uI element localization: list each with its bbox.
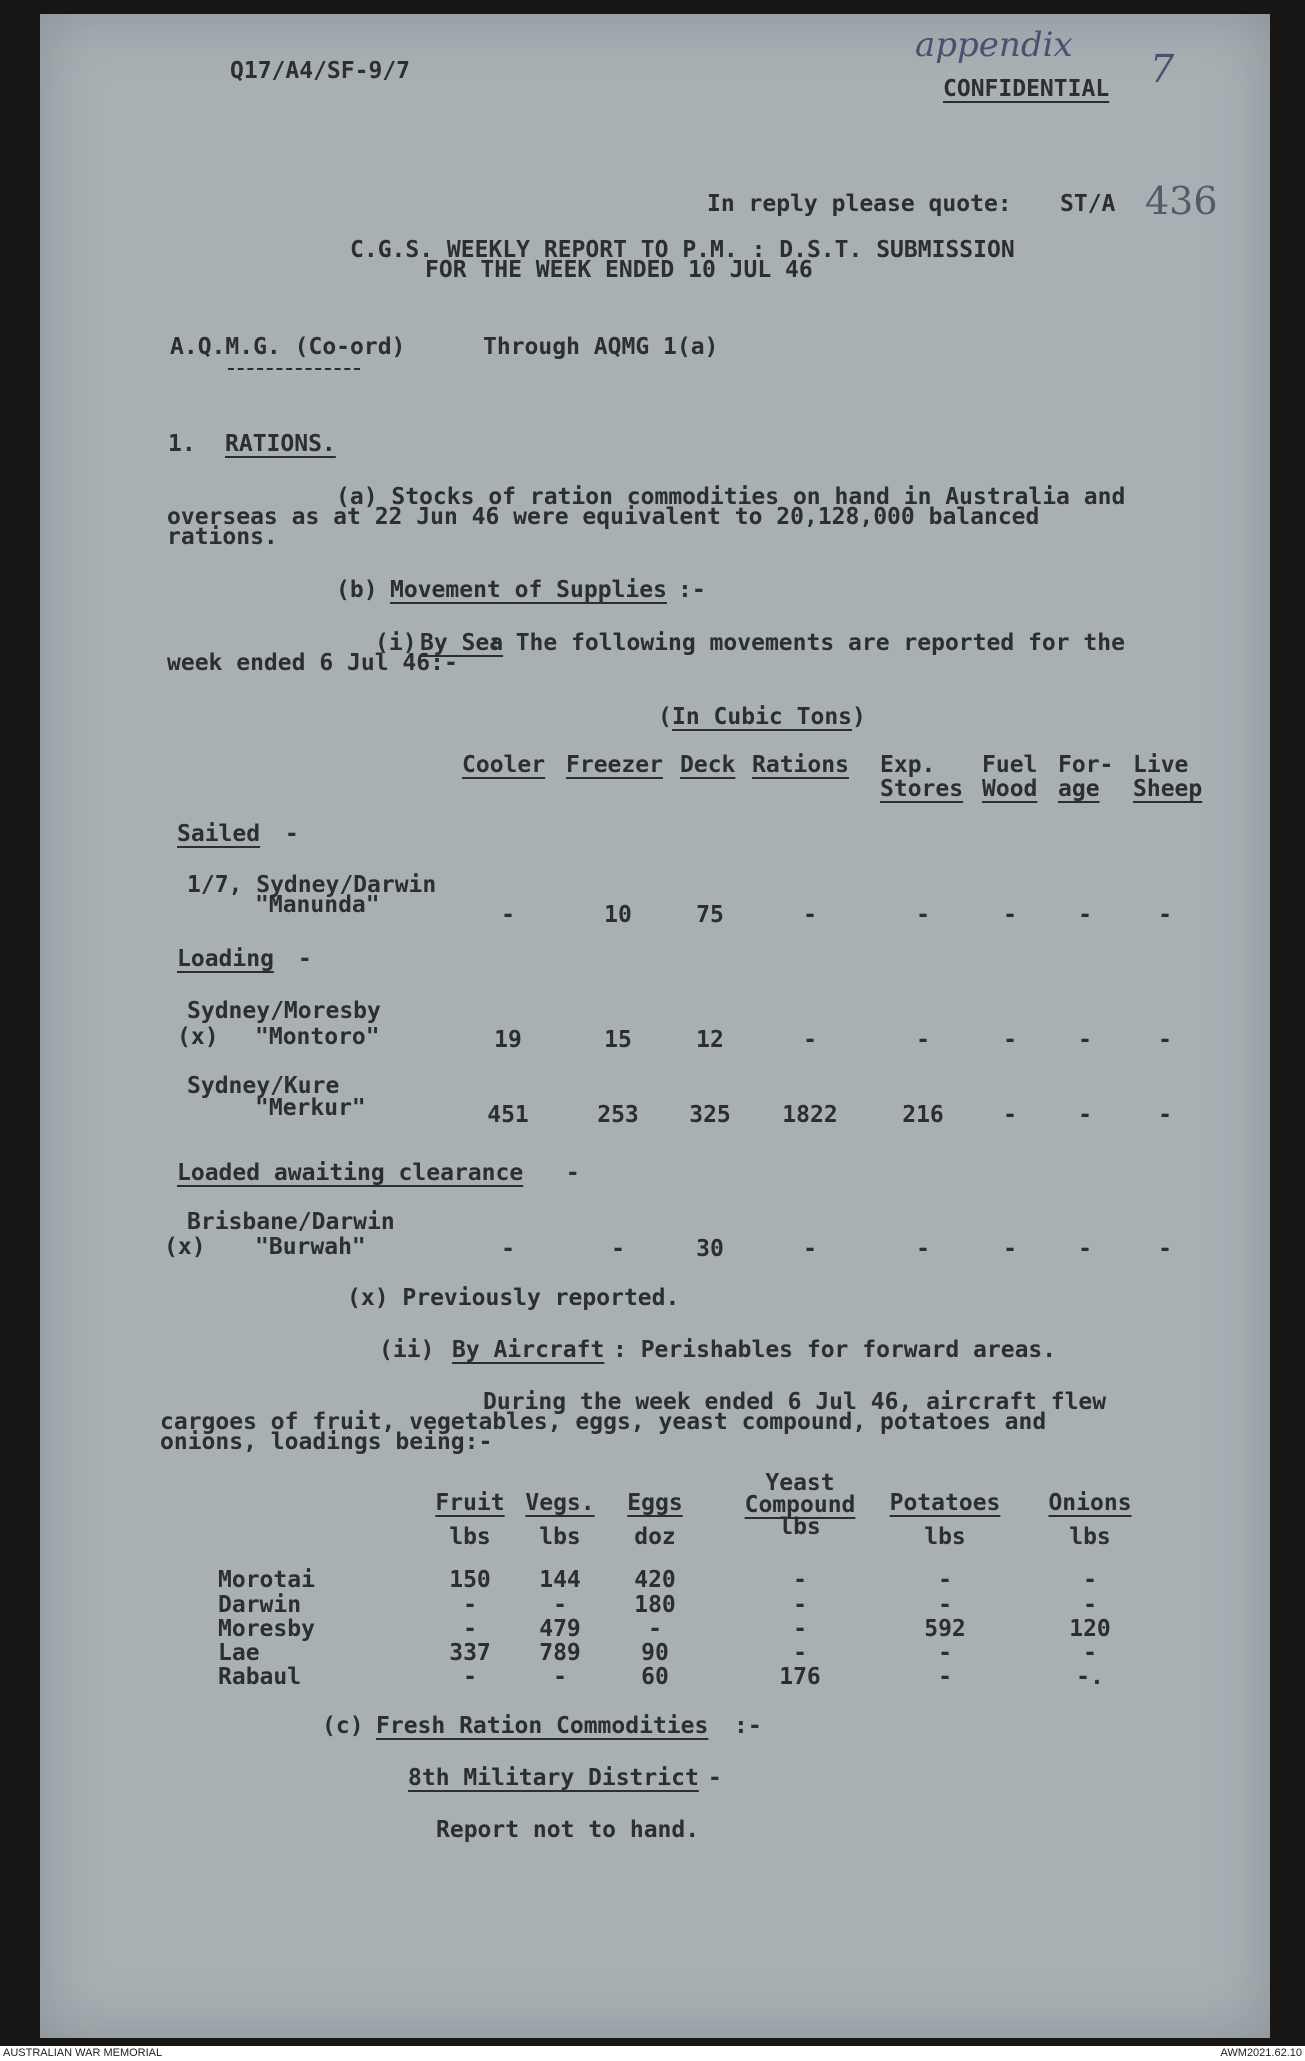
table-cell: - (501, 1236, 515, 1262)
table-cell: 75 (696, 902, 724, 928)
handwritten-annotation: appendix (915, 25, 1073, 65)
group-suffix: - (552, 1160, 580, 1186)
section-heading: RATIONS. (225, 431, 336, 457)
section-number: 1. (168, 431, 196, 457)
table-cell: - (553, 1664, 567, 1690)
table-cell: -. (1076, 1664, 1104, 1690)
para-c-label: (c) (322, 1713, 364, 1739)
table-cell: 15 (604, 1027, 632, 1053)
sea-heading: By Sea (420, 630, 504, 656)
archive-footer (0, 2046, 1305, 2061)
para-b-suffix: :- (678, 577, 706, 603)
air-col-yeast: Yeast (765, 1470, 835, 1496)
table-cell: 451 (487, 1102, 529, 1128)
col-header-freezer: Freezer (566, 752, 663, 778)
report-title-line2: FOR THE WEEK ENDED 10 JUL 46 (425, 257, 813, 283)
air-col-unit: lbs (779, 1514, 821, 1540)
table-cell: 12 (696, 1027, 724, 1053)
air-col-unit: lbs (539, 1524, 581, 1550)
ship-name: "Manunda" (255, 892, 380, 918)
ship-name: "Montoro" (255, 1024, 380, 1050)
footer-institution: AUSTRALIAN WAR MEMORIAL (3, 2047, 163, 2059)
table-cell: - (916, 1236, 930, 1262)
para-c-suffix: :- (734, 1713, 762, 1739)
table-cell: 144 (539, 1567, 581, 1593)
table-cell: - (463, 1592, 477, 1618)
district-suffix: - (694, 1765, 722, 1791)
table-cell: - (1078, 902, 1092, 928)
sea-text-line2: week ended 6 Jul 46:- (167, 650, 458, 676)
aircraft-label: (ii) (379, 1337, 435, 1363)
reply-quote-number: 436 (1145, 179, 1218, 223)
addressee-underline (228, 368, 360, 370)
table-cell: 176 (779, 1664, 821, 1690)
reply-quote-label: In reply please quote: (707, 191, 1012, 217)
table-cell: - (463, 1616, 477, 1642)
para-b-heading: Movement of Supplies (390, 577, 667, 603)
district-heading: 8th Military District (408, 1765, 699, 1791)
table-cell: - (611, 1236, 625, 1262)
air-col-eggs: Eggs (627, 1490, 683, 1516)
reply-quote-prefix: ST/A (1060, 191, 1116, 217)
air-col-fruit: Fruit (435, 1490, 505, 1516)
table-cell: - (803, 1236, 817, 1262)
handwritten-appendix-number: 7 (1150, 47, 1175, 91)
table-cell: 30 (696, 1236, 724, 1262)
col-header-for: For- (1058, 752, 1114, 778)
table-cell: 253 (597, 1102, 639, 1128)
para-a-line1: (a) Stocks of ration commodities on hand in Australia and (336, 484, 1126, 510)
table-cell: - (1078, 1027, 1092, 1053)
col-header-rations: Rations (752, 752, 849, 778)
table-cell: 180 (634, 1592, 676, 1618)
air-row-place: Lae (218, 1640, 260, 1666)
group-label-loading: Loading (177, 946, 274, 972)
air-col-vegs: Vegs. (525, 1490, 595, 1516)
table-cell: - (793, 1567, 807, 1593)
air-row-place: Morotai (218, 1567, 315, 1593)
col-header-live: Live (1133, 752, 1189, 778)
table-cell: 337 (449, 1640, 491, 1666)
air-col-unit: lbs (924, 1524, 966, 1550)
group-suffix: - (284, 946, 312, 972)
col-header-deck: Deck (680, 752, 736, 778)
table-cell: - (1078, 1102, 1092, 1128)
table-cell: - (1003, 1236, 1017, 1262)
previously-reported-marker: (x) (177, 1024, 219, 1050)
air-col-compound: Compound (744, 1492, 856, 1518)
footer-accession-number: AWM2021.62.10 (1220, 2047, 1302, 2059)
aircraft-text: : Perishables for forward areas. (613, 1337, 1057, 1363)
table-cell: 1822 (782, 1102, 838, 1128)
route-label: Sydney/Moresby (187, 998, 381, 1024)
table-cell: - (1083, 1640, 1097, 1666)
table-cell: - (938, 1640, 952, 1666)
table-cell: - (648, 1616, 662, 1642)
table-cell: - (1158, 1027, 1172, 1053)
table-cell: - (793, 1616, 807, 1642)
table-cell: - (1003, 1102, 1017, 1128)
col-header-age: age (1058, 776, 1100, 802)
air-row-place: Rabaul (218, 1664, 302, 1690)
addressee: A.Q.M.G. (Co-ord) (170, 334, 406, 360)
route-label: Brisbane/Darwin (187, 1209, 395, 1235)
table-cell: - (553, 1592, 567, 1618)
document-page (40, 14, 1270, 2038)
table-cell: 420 (634, 1567, 676, 1593)
table-cell: - (938, 1567, 952, 1593)
table-cell: 19 (494, 1027, 522, 1053)
table-cell: 150 (449, 1567, 491, 1593)
footnote: (x) Previously reported. (347, 1285, 680, 1311)
group-label-awaiting-clearance: Loaded awaiting clearance (177, 1160, 524, 1186)
table-cell: 120 (1069, 1616, 1111, 1642)
table-cell: - (916, 1027, 930, 1053)
table-cell: - (793, 1592, 807, 1618)
table-cell: - (1078, 1236, 1092, 1262)
col-header-exp: Exp. (880, 752, 936, 778)
col-header-fuel: Fuel (982, 752, 1038, 778)
para-a-line2: overseas as at 22 Jun 46 were equivalent to 20,128,000 balanced (167, 504, 1040, 530)
table-cell: 60 (641, 1664, 669, 1690)
table-cell: - (1083, 1567, 1097, 1593)
through-line: Through AQMG 1(a) (483, 334, 719, 360)
air-row-place: Darwin (218, 1592, 302, 1618)
air-row-place: Moresby (218, 1616, 315, 1642)
table-cell: - (463, 1664, 477, 1690)
table-cell: - (501, 902, 515, 928)
table-cell: - (1158, 902, 1172, 928)
table-cell: - (1158, 1236, 1172, 1262)
air-col-onions: Onions (1048, 1490, 1132, 1516)
col-header-stores: Stores (880, 776, 964, 802)
table-cell: - (803, 902, 817, 928)
air-col-unit: doz (634, 1524, 676, 1550)
previously-reported-marker: (x) (164, 1234, 206, 1260)
table-cell: - (938, 1592, 952, 1618)
table-cell: 479 (539, 1616, 581, 1642)
table-cell: 10 (604, 902, 632, 928)
units-open: ( (658, 704, 672, 730)
para-a-line3: rations. (167, 524, 278, 550)
table-cell: - (1083, 1592, 1097, 1618)
units-close: ) (852, 704, 866, 730)
classification-label: CONFIDENTIAL (943, 76, 1110, 102)
air-col-potatoes: Potatoes (889, 1490, 1001, 1516)
table-cell: - (793, 1640, 807, 1666)
col-header-cooler: Cooler (462, 752, 546, 778)
aircraft-para-line2: cargoes of fruit, vegetables, eggs, yeast compound, potatoes and (160, 1409, 1047, 1435)
group-label-sailed: Sailed (177, 821, 261, 847)
air-col-unit: lbs (1069, 1524, 1111, 1550)
aircraft-para-line1: During the week ended 6 Jul 46, aircraft flew (483, 1389, 1107, 1415)
aircraft-para-line3: onions, loadings being:- (160, 1429, 493, 1455)
table-cell: - (938, 1664, 952, 1690)
col-header-wood: Wood (982, 776, 1038, 802)
route-label: Sydney/Kure (187, 1073, 340, 1099)
sea-text: : The following movements are reported for the (488, 630, 1125, 656)
district-status: Report not to hand. (436, 1817, 700, 1843)
table-cell: - (1158, 1102, 1172, 1128)
table-cell: 325 (689, 1102, 731, 1128)
para-c-heading: Fresh Ration Commodities (376, 1713, 709, 1739)
file-reference: Q17/A4/SF-9/7 (230, 58, 411, 84)
table-cell: - (1003, 902, 1017, 928)
units-label: In Cubic Tons (672, 704, 853, 730)
para-b-label: (b) (336, 577, 378, 603)
aircraft-heading: By Aircraft (452, 1337, 605, 1363)
table-cell: - (803, 1027, 817, 1053)
table-cell: 216 (902, 1102, 944, 1128)
table-cell: 90 (641, 1640, 669, 1666)
sea-label: (i) (375, 630, 417, 656)
ship-name: "Merkur" (255, 1095, 366, 1121)
table-cell: 592 (924, 1616, 966, 1642)
report-title-line1: C.G.S. WEEKLY REPORT TO P.M. : D.S.T. SUBMISSION (350, 237, 1015, 263)
col-header-sheep: Sheep (1133, 776, 1203, 802)
table-cell: - (1003, 1027, 1017, 1053)
table-cell: 789 (539, 1640, 581, 1666)
ship-name: "Burwah" (255, 1234, 366, 1260)
route-label: 1/7, Sydney/Darwin (187, 872, 437, 898)
group-suffix: - (271, 821, 299, 847)
air-col-unit: lbs (449, 1524, 491, 1550)
table-cell: - (916, 902, 930, 928)
